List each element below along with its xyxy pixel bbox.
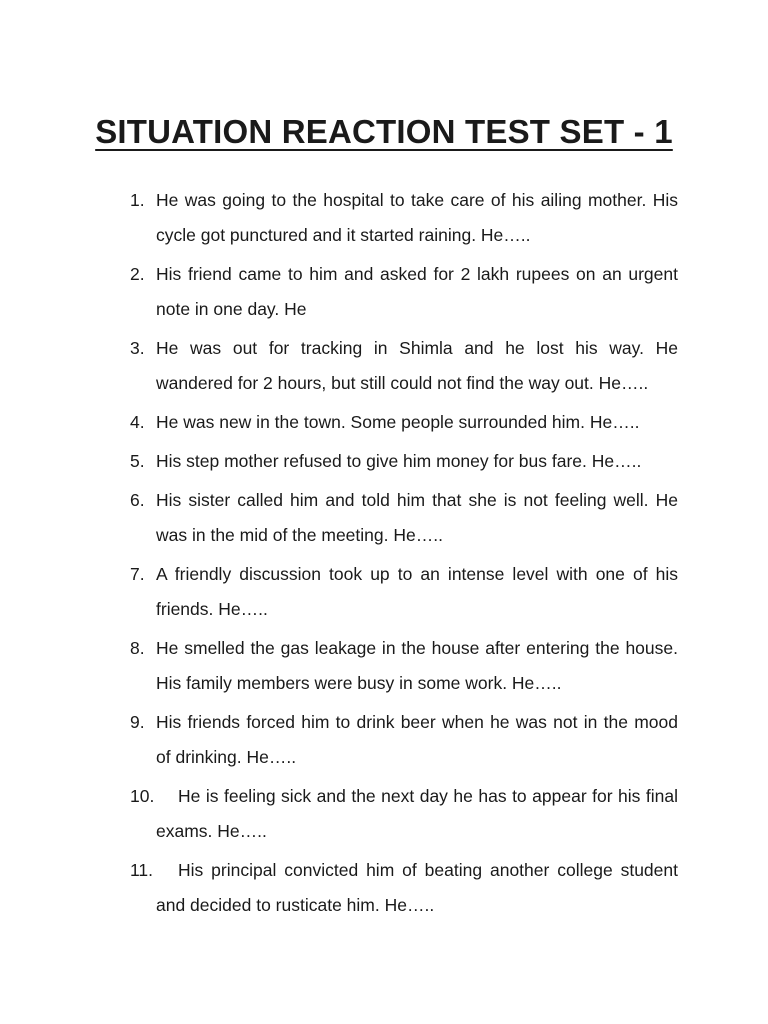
- list-item: [130, 853, 678, 923]
- list-item: [130, 257, 678, 327]
- situation-list: [130, 183, 678, 927]
- list-item: [130, 779, 678, 849]
- list-item: [130, 444, 678, 479]
- list-item: [130, 705, 678, 775]
- item-text: His step mother refused to give him money for bus fare. He…..: [156, 451, 642, 471]
- item-text: He was out for tracking in Shimla and he lost his way. He wandered for 2 hours, but still could not find the way out. He…..: [156, 338, 678, 393]
- document-title-text: SITUATION REACTION TEST SET - 1: [95, 113, 673, 150]
- item-text: His friend came to him and asked for 2 lakh rupees on an urgent note in one day. He: [156, 264, 678, 319]
- item-text: He was new in the town. Some people surrounded him. He…..: [156, 412, 640, 432]
- item-number: 1.: [130, 190, 145, 210]
- item-number: 8.: [130, 638, 145, 658]
- item-text: His sister called him and told him that she is not feeling well. He was in the mid of the meeting. He…..: [156, 490, 678, 545]
- item-number: 9.: [130, 712, 145, 732]
- item-text: He was going to the hospital to take care of his ailing mother. His cycle got punctured and it started raining. He…..: [156, 190, 678, 245]
- item-text: He smelled the gas leakage in the house after entering the house. His family members were busy in some work. He…..: [156, 638, 678, 693]
- item-number: 4.: [130, 412, 145, 432]
- item-text: His friends forced him to drink beer when he was not in the mood of drinking. He…..: [156, 712, 678, 767]
- item-text: A friendly discussion took up to an intense level with one of his friends. He…..: [156, 564, 678, 619]
- item-text: He is feeling sick and the next day he has to appear for his final exams. He…..: [156, 786, 678, 841]
- list-item: [130, 483, 678, 553]
- item-number: 3.: [130, 338, 145, 358]
- item-number: 10.: [130, 786, 155, 806]
- item-text: His principal convicted him of beating another college student and decided to rusticate him. He…..: [156, 860, 678, 915]
- item-number: 5.: [130, 451, 145, 471]
- item-number: 6.: [130, 490, 145, 510]
- item-number: 11.: [130, 860, 154, 880]
- item-number: 7.: [130, 564, 145, 584]
- list-item: [130, 631, 678, 701]
- document-title: [0, 112, 768, 152]
- list-item: [130, 557, 678, 627]
- list-item: [130, 405, 678, 440]
- item-number: 2.: [130, 264, 145, 284]
- list-item: [130, 331, 678, 401]
- list-item: [130, 183, 678, 253]
